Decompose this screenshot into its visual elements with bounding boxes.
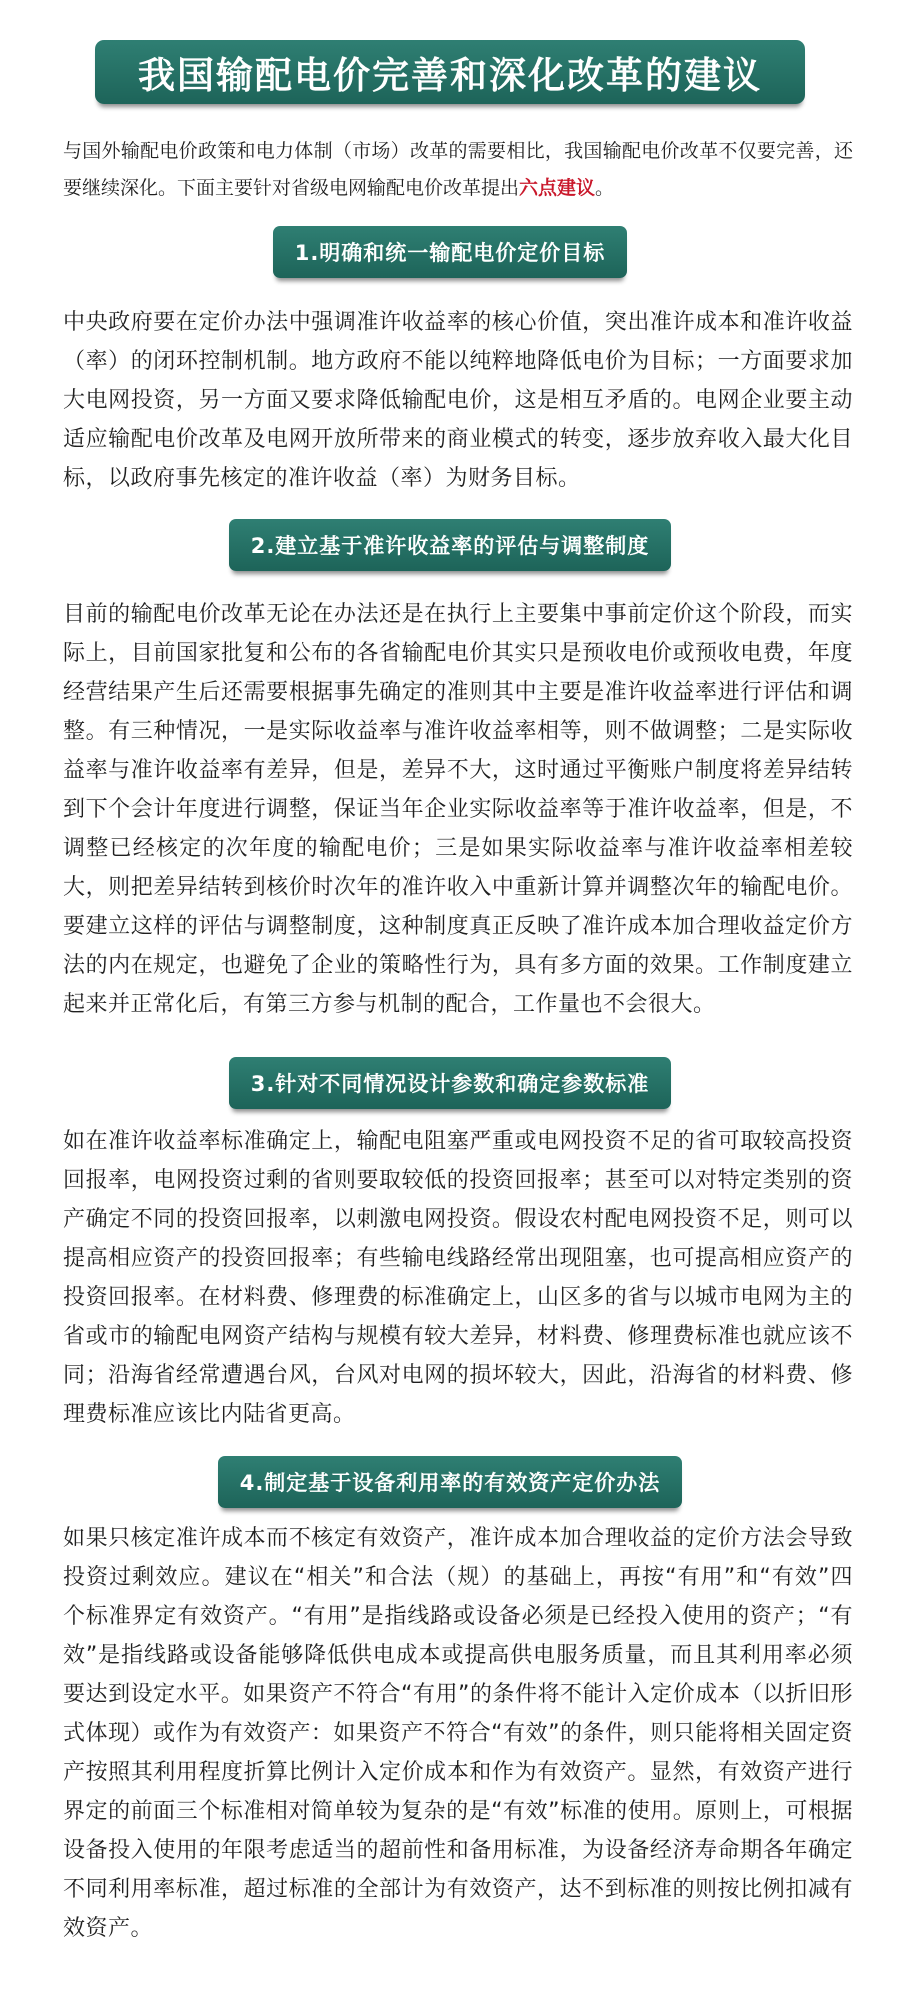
section-heading-pill: 1.明确和统一输配电价定价目标 <box>273 226 628 278</box>
section-2-heading <box>0 519 900 571</box>
section-heading-pill: 3.针对不同情况设计参数和确定参数标准 <box>229 1057 672 1109</box>
section-2-body: 目前的输配电价改革无论在办法还是在执行上主要集中事前定价这个阶段，而实际上，目前国家批复和公布的各省输配电价其实只是预收电价或预收电费，年度经营结果产生后还需要根据事先确定的准则其中主要是准许收益率进行评估和调整。有三种情况，一是实际收益率与准许收益率相等，则不做调整；二是实际收益率与准许收益率有差异，但是，差异不大，这时通过平衡账户制度将差异结转到下个会计年度进行调整，保证当年企业实际收益率等于准许收益率，但是，不调整已经核定的次年度的输配电价；三是如果实际收益率与准许收益率相差较大，则把差异结转到核价时次年的准许收入中重新计算并调整次年的输配电价。要建立这样的评估与调整制度，这种制度真正反映了准许成本加合理收益定价方法的内在规定，也避免了企业的策略性行为，具有多方面的效果。工作制度建立起来并正常化后，有第三方参与机制的配合，工作量也不会很大。 <box>63 602 853 1017</box>
intro-highlight: 六点建议 <box>519 177 596 199</box>
intro-paragraph <box>63 133 853 207</box>
intro-text: 与国外输配电价政策和电力体制（市场）改革的需要相比，我国输配电价改革不仅要完善，还要继续深化。下面主要针对省级电网输配电价改革提出 <box>63 140 853 199</box>
section-heading-pill: 4.制定基于设备利用率的有效资产定价办法 <box>218 1456 683 1508</box>
section-4-body: 如果只核定准许成本而不核定有效资产，准许成本加合理收益的定价方法会导致投资过剩效应。建议在“相关”和合法（规）的基础上，再按“有用”和“有效”四个标准界定有效资产。“有用”是指线路或设备必须是已经投入使用的资产；“有效”是指线路或设备能够降低供电成本或提高供电服务质量，而且其利用率必须要达到设定水平。如果资产不符合“有用”的条件将不能计入定价成本（以折旧形式体现）或作为有效资产：如果资产不符合“有效”的条件，则只能将相关固定资产按照其利用程度折算比例计入定价成本和作为有效资产。显然，有效资产进行界定的前面三个标准相对简单较为复杂的是“有效”标准的使用。原则上，可根据设备投入使用的年限考虑适当的超前性和备用标准，为设备经济寿命期各年确定不同利用率标准，超过标准的全部计为有效资产，达不到标准的则按比例扣减有效资产。 <box>63 1526 853 1941</box>
section-1-body: 中央政府要在定价办法中强调准许收益率的核心价值，突出准许成本和准许收益（率）的闭环控制机制。地方政府不能以纯粹地降低电价为目标；一方面要求加大电网投资，另一方面又要求降低输配电价，这是相互矛盾的。电网企业要主动适应输配电价改革及电网开放所带来的商业模式的转变，逐步放弃收入最大化目标，以政府事先核定的准许收益（率）为财务目标。 <box>63 310 853 491</box>
section-3-heading <box>0 1057 900 1109</box>
section-heading-pill: 2.建立基于准许收益率的评估与调整制度 <box>229 519 672 571</box>
title-banner <box>95 40 805 104</box>
intro-text-end: 。 <box>595 177 615 199</box>
page-title: 我国输配电价完善和深化改革的建议 <box>138 54 762 97</box>
section-1-heading <box>0 226 900 278</box>
section-3-body: 如在准许收益率标准确定上，输配电阻塞严重或电网投资不足的省可取较高投资回报率，电网投资过剩的省则要取较低的投资回报率；甚至可以对特定类别的资产确定不同的投资回报率，以刺激电网投资。假设农村配电网投资不足，则可以提高相应资产的投资回报率；有些输电线路经常出现阻塞，也可提高相应资产的投资回报率。在材料费、修理费的标准确定上，山区多的省与以城市电网为主的省或市的输配电网资产结构与规模有较大差异，材料费、修理费标准也就应该不同；沿海省经常遭遇台风，台风对电网的损坏较大，因此，沿海省的材料费、修理费标准应该比内陆省更高。 <box>63 1129 853 1427</box>
section-4-heading <box>0 1456 900 1508</box>
